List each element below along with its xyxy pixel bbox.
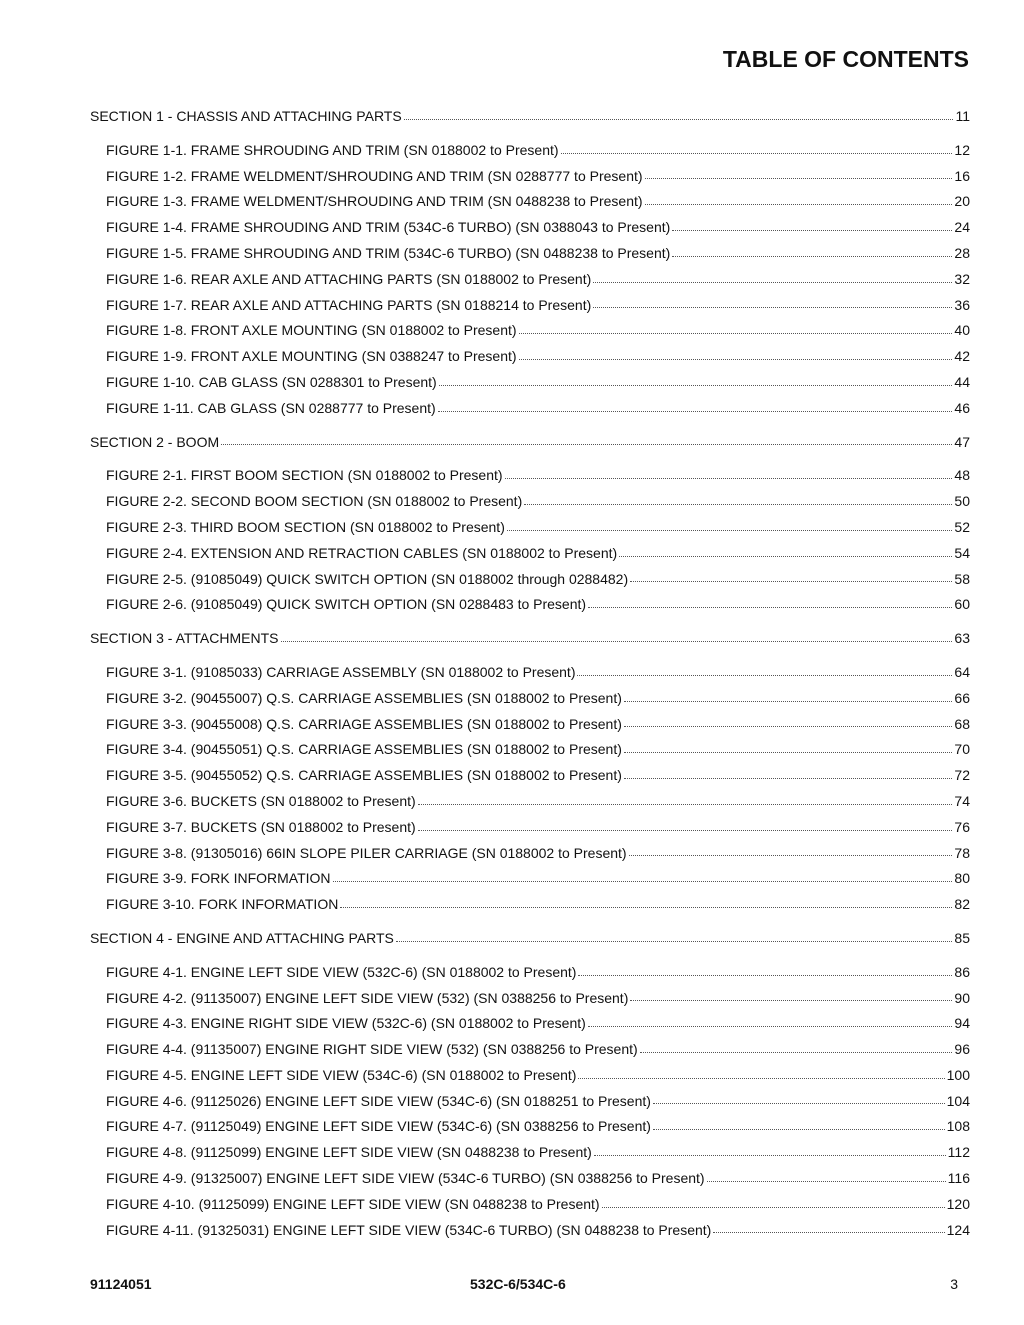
toc-figure-entry[interactable] [90, 1140, 970, 1166]
toc-figure-entry-label: FIGURE 1-5. FRAME SHROUDING AND TRIM (534C-6 TURBO) (SN 0488238 to Present) [106, 244, 671, 261]
toc-figure-entry-label: FIGURE 3-4. (90455051) Q.S. CARRIAGE ASSEMBLIES (SN 0188002 to Present) [106, 741, 622, 758]
toc-figure-entry-label: FIGURE 1-10. CAB GLASS (SN 0288301 to Present) [106, 373, 437, 390]
toc-figure-entry-page: 108 [946, 1118, 970, 1135]
toc-figure-entry-page: 120 [946, 1195, 970, 1212]
toc-figure-entry-label: FIGURE 4-10. (91125099) ENGINE LEFT SIDE VIEW (SN 0488238 to Present) [106, 1195, 600, 1212]
toc-figure-entry-page: 32 [954, 270, 970, 287]
dot-leader [645, 204, 953, 205]
toc-figure-entry[interactable] [90, 396, 970, 422]
dot-leader [645, 178, 953, 179]
dot-leader [396, 941, 953, 942]
toc-figure-entry-label: FIGURE 2-5. (91085049) QUICK SWITCH OPTION (SN 0188002 through 0288482) [106, 570, 629, 587]
dot-leader [653, 1103, 945, 1104]
dot-leader [594, 1155, 946, 1156]
toc-figure-entry-label: FIGURE 4-1. ENGINE LEFT SIDE VIEW (532C-6) (SN 0188002 to Present) [106, 963, 577, 980]
toc-section [90, 926, 970, 1244]
toc-section-entry-label: SECTION 4 - ENGINE AND ATTACHING PARTS [90, 929, 394, 946]
toc-figure-entry-page: 46 [954, 399, 970, 416]
dot-leader [624, 778, 953, 779]
toc-figure-entry-page: 16 [954, 167, 970, 184]
toc-figure-entry-page: 112 [947, 1144, 970, 1161]
toc-section-entry-label: SECTION 3 - ATTACHMENTS [90, 630, 279, 647]
toc-figure-entry[interactable] [90, 318, 970, 344]
toc-figure-entry[interactable] [90, 737, 970, 763]
toc-figure-entry-label: FIGURE 1-7. REAR AXLE AND ATTACHING PARTS (SN 0188214 to Present) [106, 296, 592, 313]
dot-leader [602, 1207, 945, 1208]
dot-leader [578, 1078, 944, 1079]
dot-leader [221, 444, 952, 445]
toc-figure-entry-page: 58 [954, 570, 970, 587]
toc-figure-entry-label: FIGURE 2-4. EXTENSION AND RETRACTION CABLES (SN 0188002 to Present) [106, 544, 618, 561]
dot-leader [404, 119, 954, 120]
dot-leader [593, 307, 952, 308]
toc-figure-entry-page: 90 [954, 989, 970, 1006]
toc-figure-entry[interactable] [90, 1218, 970, 1244]
footer-doc-number: 91124051 [90, 1276, 152, 1292]
toc-figure-entry[interactable] [90, 712, 970, 738]
toc-figure-entry-page: 40 [954, 322, 970, 339]
toc-section-entry[interactable] [90, 926, 970, 952]
dot-leader [524, 504, 952, 505]
dot-leader [624, 701, 953, 702]
dot-leader [519, 333, 953, 334]
toc-figure-entry-page: 20 [954, 193, 970, 210]
footer-page-number: 3 [950, 1276, 958, 1292]
toc-figure-entry-label: FIGURE 4-8. (91125099) ENGINE LEFT SIDE VIEW (SN 0488238 to Present) [106, 1144, 592, 1161]
dot-leader [707, 1181, 946, 1182]
toc-figure-entry[interactable] [90, 841, 970, 867]
toc-figure-entry-label: FIGURE 4-7. (91125049) ENGINE LEFT SIDE VIEW (534C-6) (SN 0388256 to Present) [106, 1118, 651, 1135]
toc-figure-entry-label: FIGURE 4-4. (91135007) ENGINE RIGHT SIDE VIEW (532) (SN 0388256 to Present) [106, 1041, 638, 1058]
toc-figure-entry[interactable] [90, 815, 970, 841]
toc-figure-entry-page: 86 [954, 963, 970, 980]
toc-section [90, 104, 970, 422]
toc-figure-entry[interactable] [90, 344, 970, 370]
toc-figure-entry-label: FIGURE 1-2. FRAME WELDMENT/SHROUDING AND TRIM (SN 0288777 to Present) [106, 167, 643, 184]
page-title: TABLE OF CONTENTS [722, 46, 969, 72]
toc-figure-entry-label: FIGURE 4-5. ENGINE LEFT SIDE VIEW (534C-6) (SN 0188002 to Present) [106, 1066, 577, 1083]
toc-figure-entry-page: 116 [947, 1170, 970, 1187]
toc-figure-entry-page: 54 [954, 544, 970, 561]
dot-leader [418, 804, 953, 805]
dot-leader [577, 675, 952, 676]
toc-figure-entry[interactable] [90, 489, 970, 515]
dot-leader [624, 752, 953, 753]
toc-figure-entry-label: FIGURE 1-3. FRAME WELDMENT/SHROUDING AND TRIM (SN 0488238 to Present) [106, 193, 643, 210]
toc-section-entry-page: 85 [954, 929, 970, 946]
toc-figure-entry[interactable] [90, 164, 970, 190]
toc-figure-entry-page: 104 [946, 1092, 970, 1109]
toc-section-entry-label: SECTION 2 - BOOM [90, 433, 220, 450]
toc-figure-entry-label: FIGURE 1-1. FRAME SHROUDING AND TRIM (SN 0188002 to Present) [106, 141, 559, 158]
toc-figure-entry-page: 12 [954, 141, 970, 158]
toc-figure-entry-page: 124 [946, 1221, 970, 1238]
toc-section-entry[interactable] [90, 430, 970, 456]
dot-leader [438, 411, 953, 412]
toc-figure-entry-page: 68 [954, 715, 970, 732]
dot-leader [672, 230, 952, 231]
toc-figure-entry-page: 60 [954, 596, 970, 613]
dot-leader [340, 907, 952, 908]
toc-section [90, 430, 970, 619]
toc-figure-entry-label: FIGURE 3-1. (91085033) CARRIAGE ASSEMBLY (SN 0188002 to Present) [106, 663, 576, 680]
toc-figure-entry[interactable] [90, 592, 970, 618]
toc-figure-entry-label: FIGURE 3-8. (91305016) 66IN SLOPE PILER CARRIAGE (SN 0188002 to Present) [106, 844, 627, 861]
toc-figure-entry-label: FIGURE 3-2. (90455007) Q.S. CARRIAGE ASSEMBLIES (SN 0188002 to Present) [106, 689, 622, 706]
toc-figure-entry[interactable] [90, 215, 970, 241]
dot-leader [593, 282, 952, 283]
toc-figure-entry[interactable] [90, 660, 970, 686]
toc-figure-entry[interactable] [90, 1011, 970, 1037]
toc-figure-entry-label: FIGURE 4-9. (91325007) ENGINE LEFT SIDE VIEW (534C-6 TURBO) (SN 0388256 to Present) [106, 1170, 705, 1187]
dot-leader [519, 359, 953, 360]
toc-figure-entry-page: 42 [954, 348, 970, 365]
dot-leader [624, 726, 953, 727]
toc-figure-entry-label: FIGURE 2-2. SECOND BOOM SECTION (SN 0188002 to Present) [106, 493, 523, 510]
dot-leader [640, 1052, 953, 1053]
toc-figure-entry[interactable] [90, 892, 970, 918]
toc-figure-entry-page: 78 [954, 844, 970, 861]
toc-figure-entry[interactable] [90, 866, 970, 892]
toc-figure-entry[interactable] [90, 541, 970, 567]
toc-figure-entry-page: 72 [954, 767, 970, 784]
toc-figure-entry[interactable] [90, 789, 970, 815]
dot-leader [505, 478, 953, 479]
toc-figure-entry[interactable] [90, 1166, 970, 1192]
toc-figure-entry[interactable] [90, 138, 970, 164]
toc-figure-entry-label: FIGURE 2-6. (91085049) QUICK SWITCH OPTION (SN 0288483 to Present) [106, 596, 587, 613]
toc-figure-entry[interactable] [90, 763, 970, 789]
toc-section-entry[interactable] [90, 104, 970, 130]
dot-leader [629, 855, 953, 856]
dot-leader [630, 581, 952, 582]
toc-figure-entry-label: FIGURE 4-11. (91325031) ENGINE LEFT SIDE VIEW (534C-6 TURBO) (SN 0488238 to Present) [106, 1221, 712, 1238]
toc-figure-entry-page: 24 [954, 219, 970, 236]
toc-section-entry[interactable] [90, 626, 970, 652]
dot-leader [630, 1000, 952, 1001]
toc-figure-entry-label: FIGURE 1-8. FRONT AXLE MOUNTING (SN 0188002 to Present) [106, 322, 517, 339]
toc-figure-entry-label: FIGURE 3-10. FORK INFORMATION [106, 896, 339, 913]
toc-figure-entry-label: FIGURE 1-9. FRONT AXLE MOUNTING (SN 0388247 to Present) [106, 348, 517, 365]
toc-figure-entry[interactable] [90, 1192, 970, 1218]
toc-figure-entry-page: 52 [954, 518, 970, 535]
toc-figure-entry[interactable] [90, 986, 970, 1012]
toc-figure-entry[interactable] [90, 515, 970, 541]
toc-figure-entry[interactable] [90, 1089, 970, 1115]
dot-leader [439, 385, 953, 386]
toc-figure-entry-page: 50 [954, 493, 970, 510]
dot-leader [578, 975, 952, 976]
toc-figure-entry-label: FIGURE 4-3. ENGINE RIGHT SIDE VIEW (532C-6) (SN 0188002 to Present) [106, 1015, 586, 1032]
toc-figure-entry-label: FIGURE 3-5. (90455052) Q.S. CARRIAGE ASSEMBLIES (SN 0188002 to Present) [106, 767, 622, 784]
toc-figure-entry-label: FIGURE 2-1. FIRST BOOM SECTION (SN 0188002 to Present) [106, 467, 503, 484]
toc-figure-entry-label: FIGURE 1-4. FRAME SHROUDING AND TRIM (534C-6 TURBO) (SN 0388043 to Present) [106, 219, 671, 236]
toc-figure-entry-label: FIGURE 3-9. FORK INFORMATION [106, 870, 331, 887]
toc-figure-entry-page: 48 [954, 467, 970, 484]
toc-figure-entry-page: 76 [954, 818, 970, 835]
toc-figure-entry[interactable] [90, 463, 970, 489]
toc-figure-entry-label: FIGURE 1-11. CAB GLASS (SN 0288777 to Present) [106, 399, 436, 416]
toc-section-entry-page: 47 [954, 433, 970, 450]
toc-figure-entry-label: FIGURE 1-6. REAR AXLE AND ATTACHING PARTS (SN 0188002 to Present) [106, 270, 592, 287]
toc-section-entry-page: 63 [954, 630, 970, 647]
toc-figure-entry[interactable] [90, 189, 970, 215]
toc-figure-entry-page: 80 [954, 870, 970, 887]
toc-figure-entry-label: FIGURE 3-3. (90455008) Q.S. CARRIAGE ASSEMBLIES (SN 0188002 to Present) [106, 715, 622, 732]
toc-figure-entry[interactable] [90, 1063, 970, 1089]
toc-figure-entry-label: FIGURE 3-7. BUCKETS (SN 0188002 to Present) [106, 818, 416, 835]
toc-figure-entry-page: 82 [954, 896, 970, 913]
dot-leader [588, 607, 952, 608]
dot-leader [713, 1232, 944, 1233]
toc-figure-entry-label: FIGURE 4-6. (91125026) ENGINE LEFT SIDE VIEW (534C-6) (SN 0188251 to Present) [106, 1092, 651, 1109]
toc-figure-entry[interactable] [90, 1037, 970, 1063]
toc-section-entry-page: 11 [955, 108, 970, 124]
toc-figure-entry-page: 28 [954, 244, 970, 261]
toc-figure-entry[interactable] [90, 293, 970, 319]
dot-leader [619, 556, 952, 557]
footer-model: 532C-6/534C-6 [470, 1276, 566, 1292]
toc-figure-entry[interactable] [90, 960, 970, 986]
toc-figure-entry-page: 64 [954, 663, 970, 680]
toc-figure-entry-page: 74 [954, 792, 970, 809]
toc-figure-entry-page: 44 [954, 373, 970, 390]
dot-leader [281, 641, 953, 642]
toc-figure-entry-label: FIGURE 3-6. BUCKETS (SN 0188002 to Present) [106, 792, 416, 809]
dot-leader [672, 256, 952, 257]
dot-leader [507, 530, 953, 531]
toc-figure-entry[interactable] [90, 1114, 970, 1140]
table-of-contents [90, 104, 970, 1243]
dot-leader [418, 830, 953, 831]
toc-figure-entry-page: 36 [954, 296, 970, 313]
toc-figure-entry[interactable] [90, 267, 970, 293]
toc-figure-entry-label: FIGURE 2-3. THIRD BOOM SECTION (SN 0188002 to Present) [106, 518, 505, 535]
toc-figure-entry-page: 70 [954, 741, 970, 758]
toc-figure-entry[interactable] [90, 686, 970, 712]
toc-section [90, 626, 970, 918]
dot-leader [588, 1026, 953, 1027]
toc-figure-entry[interactable] [90, 567, 970, 593]
dot-leader [561, 153, 953, 154]
toc-figure-entry-page: 66 [954, 689, 970, 706]
toc-figure-entry-label: FIGURE 4-2. (91135007) ENGINE LEFT SIDE VIEW (532) (SN 0388256 to Present) [106, 989, 629, 1006]
toc-figure-entry-page: 94 [954, 1015, 970, 1032]
toc-figure-entry-page: 96 [954, 1041, 970, 1058]
dot-leader [653, 1129, 945, 1130]
toc-section-entry-label: SECTION 1 - CHASSIS AND ATTACHING PARTS [90, 108, 402, 124]
dot-leader [333, 881, 953, 882]
toc-figure-entry[interactable] [90, 241, 970, 267]
toc-figure-entry[interactable] [90, 370, 970, 396]
toc-figure-entry-page: 100 [946, 1066, 970, 1083]
